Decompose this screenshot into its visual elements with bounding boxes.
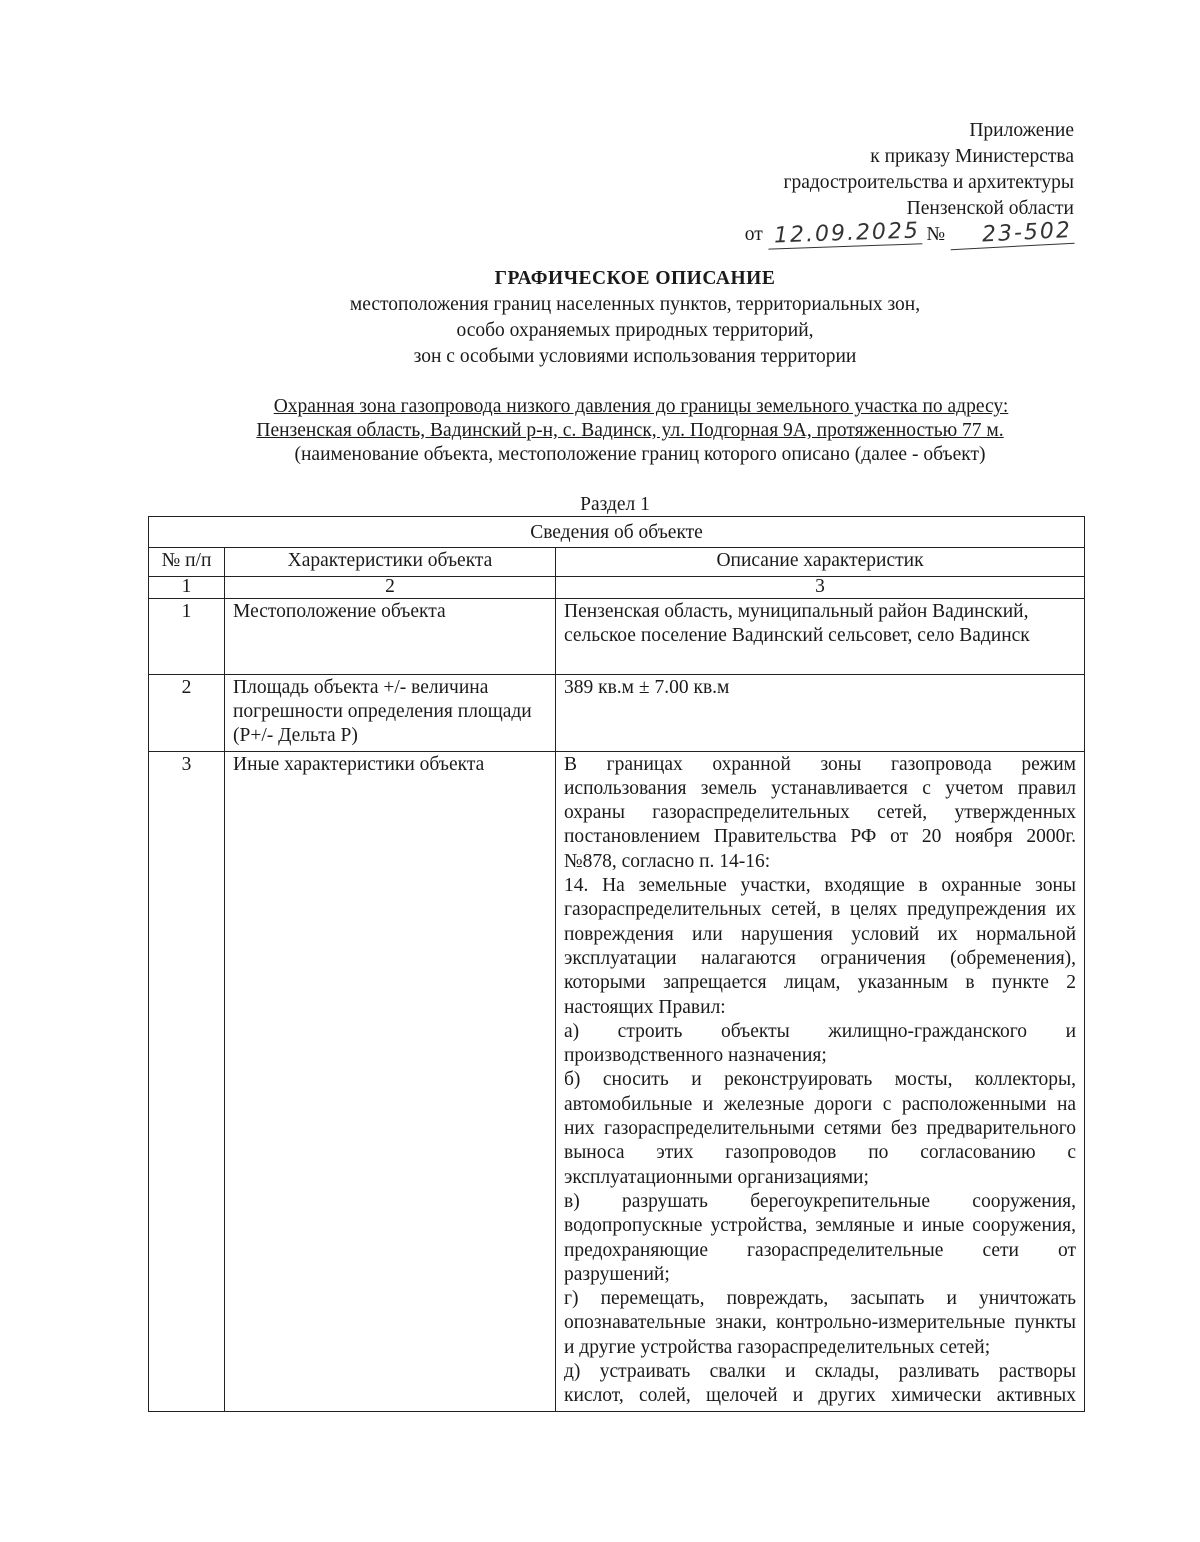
row-description [556,751,1085,1411]
row-description: 389 кв.м ± 7.00 кв.м [556,674,1085,751]
document-subtitle: зон с особыми условиями использования территории [413,346,857,367]
description-paragraph: В границах охранной зоны газопровода режим использования земель устанавливается с учетом правил охраны газораспределительных сетей, утвержденных постановлением Правительства РФ от 20 ноября 2000г. №878, согласно п. 14-16: [564,753,1077,872]
column-header: Описание характеристик [556,548,1085,576]
table-caption: Сведения об объекте [149,517,1085,548]
table-header-row [149,548,1085,576]
object-name-line: Охранная зона газопровода низкого давления до границы земельного участка по адресу: [273,396,1009,417]
table-row [149,674,1085,751]
object-name-block [190,395,1070,467]
column-header: Характеристики объекта [225,548,556,576]
description-paragraph: 14. На земельные участки, входящие в охранные зоны газораспределительных сетей, в целях предупреждения их повреждения или нарушения условий их нормальной эксплуатации налагаются ограничения (обременения), которыми запрещается лицам, указанным в пункте 2 настоящих Правил: [564,875,1077,1018]
object-caption: (наименование объекта, местоположение границ которого описано (далее - объект) [294,444,986,465]
object-info-table [148,516,1085,1412]
row-number: 2 [149,674,225,751]
description-paragraph: в) разрушать берегоукрепительные сооружения, водопропускные устройства, земляные и иные сооружения, предохраняющие газораспределительные сети от разрушений; [564,1190,1077,1285]
column-number-row [149,576,1085,598]
object-name-line: Пензенская область, Вадинский р-н, с. Вадинск, ул. Подгорная 9А, протяженностью 77 м. [256,420,1004,441]
description-last-line: кислот, солей, щелочей и других химически активных [564,1385,1077,1407]
number-label: № [926,224,946,245]
appendix-line: градостроительства и архитектуры [783,172,1074,193]
document-title-block [180,266,1090,370]
row-characteristic: Площадь объекта +/- величина погрешности определения площади (Р+/- Дельта Р) [225,674,556,751]
table-row [149,751,1085,1411]
row-characteristic: Местоположение объекта [225,598,556,674]
column-number: 2 [225,576,556,598]
appendix-line: Пензенской области [906,198,1074,219]
column-header: № п/п [149,548,225,576]
appendix-line: к приказу Министерства [870,146,1074,167]
row-number: 3 [149,751,225,1411]
description-paragraph: б) сносить и реконструировать мосты, коллекторы, автомобильные и железные дороги с расположенными на них газораспределительными сетями без предварительного выноса этих газопроводов по согласованию с эксплуатационными организациями; [564,1069,1077,1188]
column-number: 1 [149,576,225,598]
appendix-block [745,118,1074,248]
section-label: Раздел 1 [580,494,650,515]
document-subtitle: особо охраняемых природных территорий, [456,320,814,341]
description-paragraph: а) строить объекты жилищно-гражданского и производственного назначения; [564,1020,1077,1067]
document-subtitle: местоположения границ населенных пунктов, территориальных зон, [349,294,921,315]
handwritten-date: 12.09.2025 [767,219,922,249]
row-description: Пензенская область, муниципальный район Вадинский, сельское поселение Вадинский сельсовет, село Вадинск [556,598,1085,674]
from-label: от [744,224,763,245]
table-row [149,598,1085,674]
order-date-number [744,217,1074,249]
document-title: ГРАФИЧЕСКОЕ ОПИСАНИЕ [494,268,776,289]
row-characteristic: Иные характеристики объекта [225,751,556,1411]
appendix-line: Приложение [969,120,1074,141]
row-number: 1 [149,598,225,674]
handwritten-number: 23-502 [949,219,1074,250]
description-paragraph: г) перемещать, повреждать, засыпать и уничтожать опознавательные знаки, контрольно-измерительные пункты и другие устройства газораспределительных сетей; [564,1288,1077,1358]
table-caption-row [149,517,1085,548]
column-number: 3 [556,576,1085,598]
description-paragraph: д) устраивать свалки и склады, разливать растворы [564,1361,1077,1383]
